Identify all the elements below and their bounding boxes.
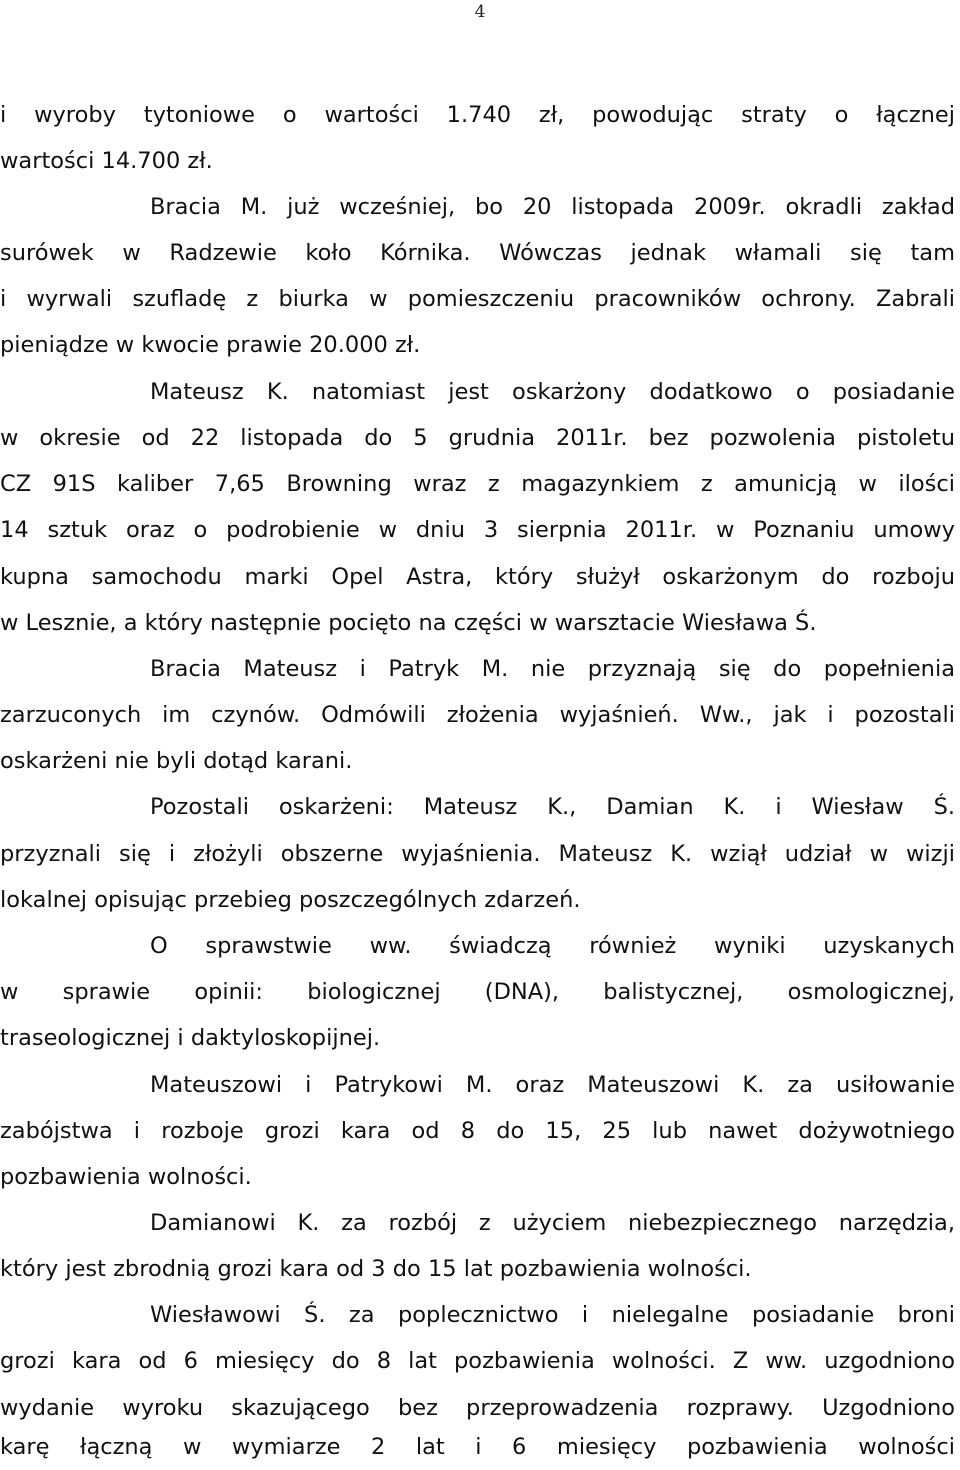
text-line: który jest zbrodnią grozi kara od 3 do 15 lat pozbawienia wolności.: [0, 1256, 752, 1282]
text-line: surówek w Radzewie koło Kórnika. Wówczas jednak włamali się tam: [0, 240, 955, 266]
text-line: pozbawienia wolności.: [0, 1164, 252, 1190]
text-line: karę łączną w wymiarze 2 lat i 6 miesięcy pozbawienia wolności: [0, 1434, 955, 1460]
text-line: oskarżeni nie byli dotąd karani.: [0, 748, 353, 774]
text-line: w sprawie opinii: biologicznej (DNA), balistycznej, osmologicznej,: [0, 979, 955, 1005]
text-line: grozi kara od 6 miesięcy do 8 lat pozbawienia wolności. Z ww. uzgodniono: [0, 1348, 955, 1374]
text-line: wartości 14.700 zł.: [0, 148, 213, 174]
text-line: Mateuszowi i Patrykowi M. oraz Mateuszowi K. za usiłowanie: [150, 1072, 955, 1098]
text-line: 14 sztuk oraz o podrobienie w dniu 3 sierpnia 2011r. w Poznaniu umowy: [0, 517, 955, 543]
text-line: traseologicznej i daktyloskopijnej.: [0, 1025, 381, 1051]
text-line: w okresie od 22 listopada do 5 grudnia 2011r. bez pozwolenia pistoletu: [0, 425, 955, 451]
text-line: Wiesławowi Ś. za poplecznictwo i nielegalne posiadanie broni: [150, 1302, 955, 1328]
text-line: Damianowi K. za rozbój z użyciem niebezpiecznego narzędzia,: [150, 1210, 955, 1236]
text-line: Pozostali oskarżeni: Mateusz K., Damian K. i Wiesław Ś.: [150, 794, 955, 820]
page-number: 4: [474, 2, 486, 22]
text-line: zabójstwa i rozboje grozi kara od 8 do 15, 25 lub nawet dożywotniego: [0, 1118, 955, 1144]
text-line: przyznali się i złożyli obszerne wyjaśnienia. Mateusz K. wziął udział w wizji: [0, 841, 955, 867]
text-line: w Lesznie, a który następnie pocięto na części w warsztacie Wiesława Ś.: [0, 610, 817, 636]
text-line: Bracia M. już wcześniej, bo 20 listopada 2009r. okradli zakład: [150, 194, 955, 220]
text-line: lokalnej opisując przebieg poszczególnych zdarzeń.: [0, 887, 581, 913]
text-line: i wyroby tytoniowe o wartości 1.740 zł, powodując straty o łącznej: [0, 102, 955, 128]
text-line: wydanie wyroku skazującego bez przeprowadzenia rozprawy. Uzgodniono: [0, 1395, 955, 1421]
text-line: i wyrwali szufladę z biurka w pomieszczeniu pracowników ochrony. Zabrali: [0, 286, 955, 312]
text-line: pieniądze w kwocie prawie 20.000 zł.: [0, 332, 421, 358]
text-line: zarzuconych im czynów. Odmówili złożenia wyjaśnień. Ww., jak i pozostali: [0, 702, 955, 728]
text-line: CZ 91S kaliber 7,65 Browning wraz z magazynkiem z amunicją w ilości: [0, 471, 955, 497]
text-line: kupna samochodu marki Opel Astra, który służył oskarżonym do rozboju: [0, 564, 955, 590]
text-line: Mateusz K. natomiast jest oskarżony dodatkowo o posiadanie: [150, 379, 955, 405]
text-line: Bracia Mateusz i Patryk M. nie przyznają się do popełnienia: [150, 656, 955, 682]
text-line: O sprawstwie ww. świadczą również wyniki uzyskanych: [150, 933, 955, 959]
